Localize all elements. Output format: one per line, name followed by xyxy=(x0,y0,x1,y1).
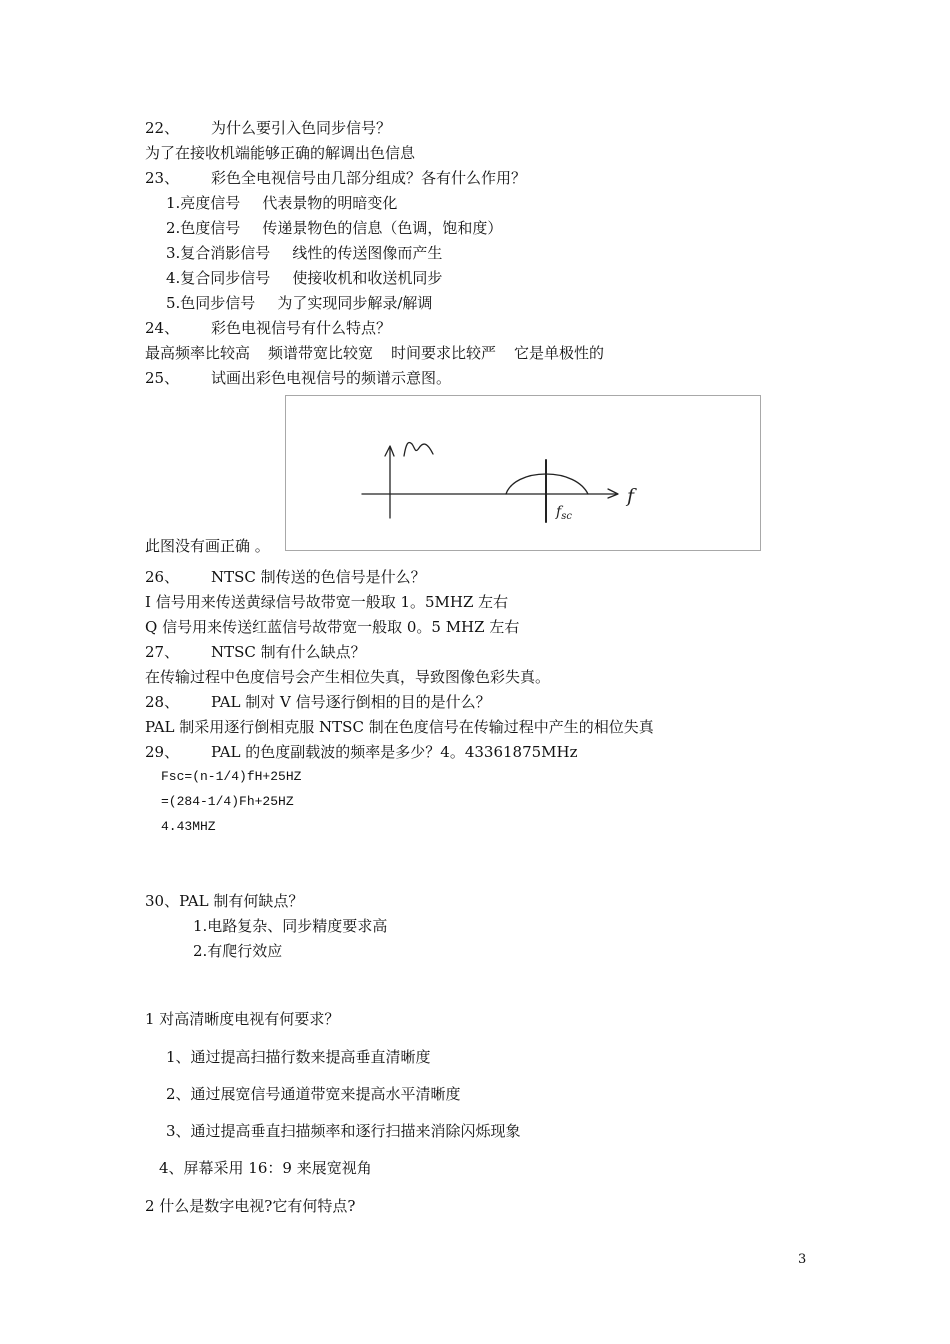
question-29 xyxy=(145,743,578,761)
answer-30-item-1: 1.电路复杂、同步精度要求高 xyxy=(193,917,388,935)
formula-line-2: =(284-1/4)Fh+25HZ xyxy=(161,794,294,809)
question-number: 28、 xyxy=(145,693,180,711)
question-24 xyxy=(145,319,391,337)
spectrum-sketch-figure xyxy=(285,395,761,551)
question-text: PAL 制对 V 信号逐行倒相的目的是什么？ xyxy=(211,693,491,711)
question-number: 25、 xyxy=(145,369,180,387)
item-label: 5.色同步信号 xyxy=(166,294,256,312)
answer-23-item-5 xyxy=(166,294,432,312)
question-30: 30、PAL 制有何缺点？ xyxy=(145,892,304,910)
answer-26-i: I 信号用来传送黄绿信号故带宽一般取 1。5MHZ 左右 xyxy=(145,593,509,611)
answer-23-item-4 xyxy=(166,269,442,287)
question-number: 23、 xyxy=(145,169,180,187)
answer-30-item-2: 2.有爬行效应 xyxy=(193,942,283,960)
item-desc: 为了实现同步解录/解调 xyxy=(277,294,433,312)
question-number: 29、 xyxy=(145,743,180,761)
page-number: 3 xyxy=(798,1252,807,1267)
item-label: 4.复合同步信号 xyxy=(166,269,271,287)
question-25 xyxy=(145,369,451,387)
question-23 xyxy=(145,169,526,187)
question-number: 22、 xyxy=(145,119,180,137)
answer-part: 时间要求比较严 xyxy=(391,344,497,362)
question-text: 彩色电视信号有什么特点？ xyxy=(211,319,392,337)
answer-part: 最高频率比较高 xyxy=(145,344,251,362)
item-label: 3.复合消影信号 xyxy=(166,244,271,262)
answer-part: 它是单极性的 xyxy=(514,344,605,362)
item-desc: 传递景物色的信息（色调，饱和度） xyxy=(262,219,503,237)
answer-28: PAL 制采用逐行倒相克服 NTSC 制在色度信号在传输过程中产生的相位失真 xyxy=(145,718,654,736)
item-desc: 线性的传送图像而产生 xyxy=(292,244,443,262)
spectrum-sketch xyxy=(286,396,760,550)
answer-hdtv-item-4: 4、屏幕采用 16：9 来展宽视角 xyxy=(159,1159,372,1177)
answer-23-item-3 xyxy=(166,244,442,262)
question-text: 试画出彩色电视信号的频谱示意图。 xyxy=(211,369,452,387)
question-number: 27、 xyxy=(145,643,180,661)
question-text: 为什么要引入色同步信号？ xyxy=(211,119,392,137)
answer-24 xyxy=(145,344,604,362)
item-desc: 代表景物的明暗变化 xyxy=(262,194,398,212)
answer-23-item-2 xyxy=(166,219,502,237)
item-label: 2.色度信号 xyxy=(166,219,241,237)
answer-hdtv-item-1: 1、通过提高扫描行数来提高垂直清晰度 xyxy=(166,1048,431,1066)
question-text: PAL 的色度副载波的频率是多少？4。43361875MHz xyxy=(211,743,578,761)
figure-note: 此图没有画正确 。 xyxy=(145,537,270,555)
fsc-label: $f_{sc}$ xyxy=(556,504,572,522)
item-desc: 使接收机和收送机同步 xyxy=(292,269,443,287)
formula-line-1: Fsc=(n-1/4)fH+25HZ xyxy=(161,769,302,784)
question-text: NTSC 制传送的色信号是什么？ xyxy=(211,568,426,586)
answer-part: 频谱带宽比较宽 xyxy=(268,344,374,362)
question-28 xyxy=(145,693,491,711)
formula-line-3: 4.43MHZ xyxy=(161,819,216,834)
question-digital-tv: 2 什么是数字电视?它有何特点? xyxy=(145,1197,356,1215)
question-hdtv: 1 对高清晰度电视有何要求？ xyxy=(145,1010,340,1028)
answer-26-q: Q 信号用来传送红蓝信号故带宽一般取 0。5 MHZ 左右 xyxy=(145,618,520,636)
question-27 xyxy=(145,643,366,661)
axis-f-label: f xyxy=(627,485,635,507)
question-number: 24、 xyxy=(145,319,180,337)
question-26 xyxy=(145,568,426,586)
item-label: 1.亮度信号 xyxy=(166,194,241,212)
question-text: 彩色全电视信号由几部分组成？各有什么作用？ xyxy=(211,169,527,187)
answer-hdtv-item-2: 2、通过展宽信号通道带宽来提高水平清晰度 xyxy=(166,1085,461,1103)
answer-23-item-1 xyxy=(166,194,397,212)
question-text: NTSC 制有什么缺点？ xyxy=(211,643,366,661)
answer-27: 在传输过程中色度信号会产生相位失真，导致图像色彩失真。 xyxy=(145,668,551,686)
question-number: 26、 xyxy=(145,568,180,586)
question-22 xyxy=(145,119,391,137)
answer-hdtv-item-3: 3、通过提高垂直扫描频率和逐行扫描来消除闪烁现象 xyxy=(166,1122,521,1140)
luminance-spectrum-curve xyxy=(404,443,433,457)
answer-22: 为了在接收机端能够正确的解调出色信息 xyxy=(145,144,416,162)
